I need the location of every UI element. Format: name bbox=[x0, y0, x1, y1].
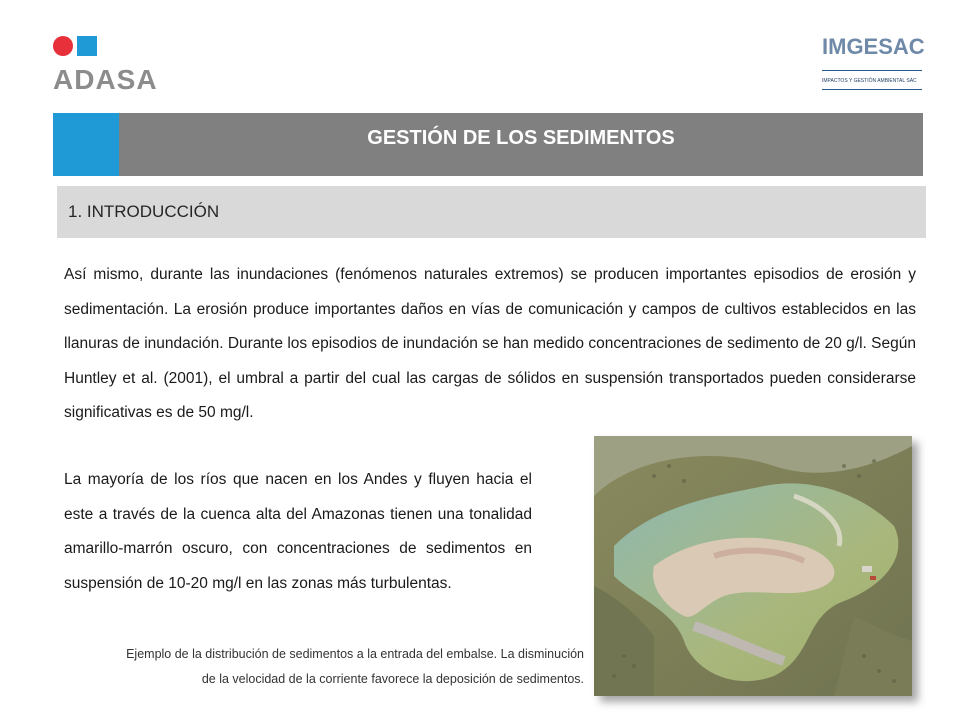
imgesac-rule-top bbox=[822, 70, 922, 71]
section-header bbox=[57, 186, 926, 238]
imgesac-rule-bottom bbox=[822, 89, 922, 90]
aerial-photo-illustration bbox=[594, 436, 912, 696]
adasa-wordmark: ADASA bbox=[53, 64, 158, 95]
imgesac-logo bbox=[818, 34, 928, 94]
imgesac-tagline: IMPACTOS Y GESTIÓN AMBIENTAL SAC bbox=[822, 78, 917, 84]
intro-paragraph: Así mismo, durante las inundaciones (fenómenos naturales extremos) se producen importantes episodios de erosión y sedimentación. La erosión produce importantes daños en vías de comunicación y campos de cultivos establecidos en las llanuras de inundación. Durante los episodios de inundación se han medido concentraciones de sedimento de 20 g/l. Según Huntley et al. (2001), el umbral a partir del cual las cargas de sólidos en suspensión transportados pueden considerarse significativas es de 50 mg/l. bbox=[64, 266, 916, 421]
blue-square-icon bbox=[77, 36, 97, 56]
title-accent-block bbox=[53, 113, 119, 176]
caption-line-2: de la velocidad de la corriente favorece la deposición de sedimentos. bbox=[201, 672, 584, 686]
reservoir-sediment-photo bbox=[594, 436, 912, 696]
imgesac-wordmark: IMGESAC bbox=[822, 34, 925, 59]
title-bar bbox=[53, 113, 923, 176]
section-title: 1. INTRODUCCIÓN bbox=[68, 202, 220, 221]
page-title: GESTIÓN DE LOS SEDIMENTOS bbox=[367, 127, 675, 149]
red-dot-icon bbox=[53, 36, 73, 56]
photo-caption bbox=[40, 642, 584, 692]
andes-paragraph: La mayoría de los ríos que nacen en los Andes y fluyen hacia el este a través de la cuenca alta del Amazonas tienen una tonalidad amarillo-marrón oscuro, con concentraciones de sedimentos en suspensión de 10-20 mg/l en las zonas más turbulentas. bbox=[64, 471, 532, 592]
adasa-logo bbox=[53, 34, 173, 94]
caption-line-1: Ejemplo de la distribución de sedimentos a la entrada del embalse. La disminución bbox=[126, 647, 584, 661]
